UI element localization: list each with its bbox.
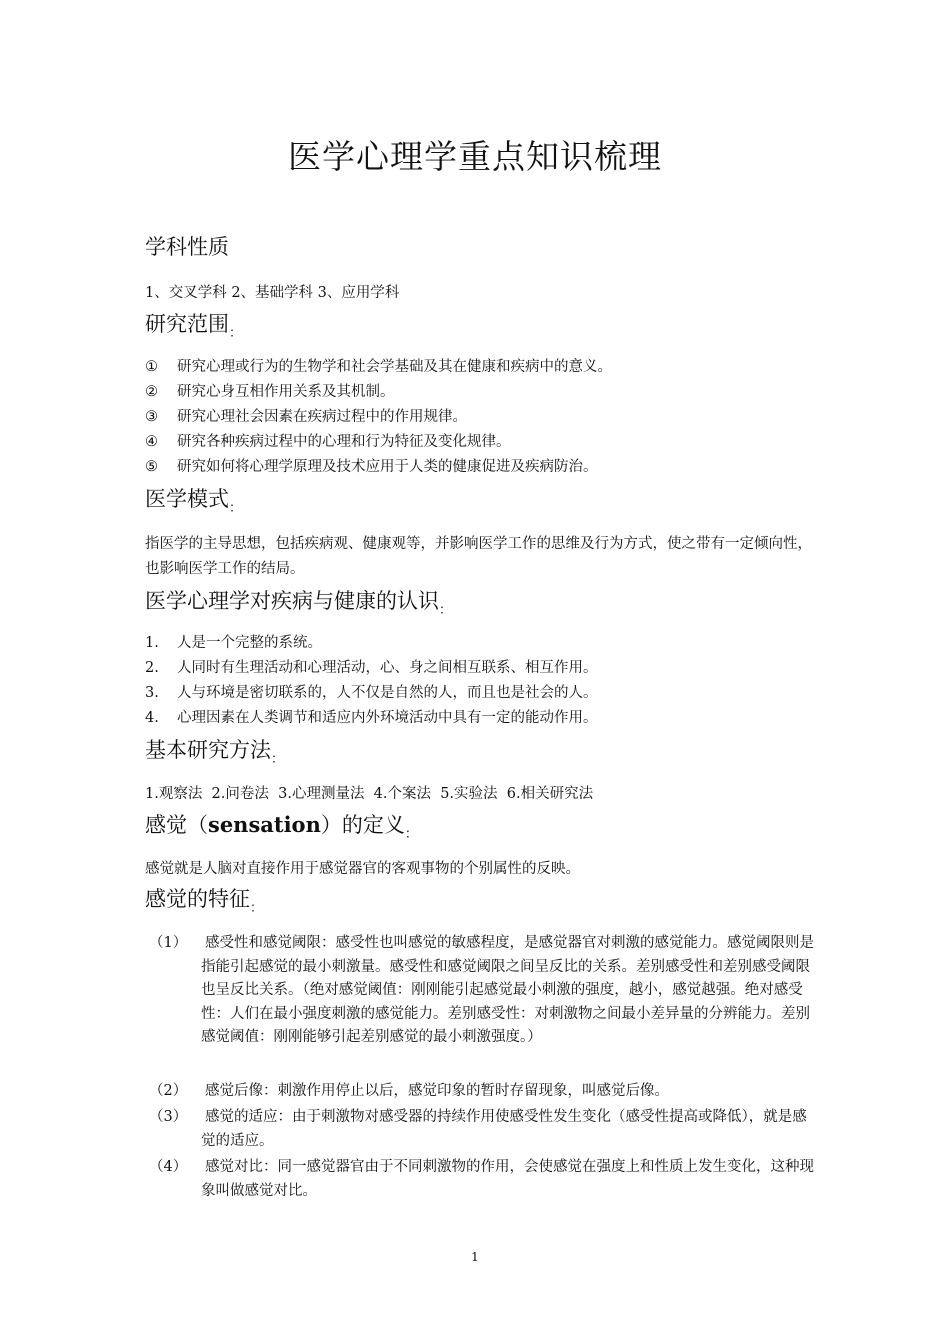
feature-item-text: 感觉的适应：由于刺激物对感受器的持续作用使感受性发生变化（感受性提高或降低），就是感觉的适应。 [201,1109,807,1149]
heading-nature [145,232,229,262]
feature-item [145,1080,817,1104]
heading-features-colon: ： [250,901,264,916]
view-item-marker: 3. [145,685,159,701]
heading-model [145,484,242,518]
feature-item-number: （3） [149,1109,188,1125]
heading-scope-text: 研究范围 [145,312,229,336]
feature-item [145,1156,817,1203]
view-item [145,706,598,731]
scope-item-marker: ⑤ [145,459,158,475]
heading-definition-post: ）的定义 [320,813,405,837]
scope-item-text: 研究各种疾病过程中的心理和行为特征及变化规律。 [177,434,511,450]
scope-item-marker: ① [145,359,158,375]
scope-item [145,405,467,430]
view-item-marker: 4. [145,710,159,726]
feature-item-number: （4） [149,1159,188,1175]
heading-nature-text: 学科性质 [145,235,229,259]
heading-definition-colon: ： [404,827,418,842]
view-item-text: 人是一个完整的系统。 [177,635,322,651]
scope-item-marker: ③ [145,409,158,425]
heading-definition [145,810,418,844]
heading-features [145,884,263,918]
heading-methods [145,735,284,769]
page-number: 1 [471,1250,479,1264]
document-title: 医学心理学重点知识梳理 [288,137,662,176]
view-item-text: 人同时有生理活动和心理活动，心、身之间相互联系、相互作用。 [177,660,598,676]
view-item [145,656,598,681]
feature-item-number: （2） [149,1083,188,1099]
heading-model-colon: ： [229,501,243,516]
feature-item-text: 感觉后像：刺激作用停止以后，感觉印象的暂时存留现象，叫感觉后像。 [205,1083,669,1099]
heading-methods-text: 基本研究方法 [145,738,271,762]
scope-item-marker: ② [145,384,158,400]
heading-scope-colon: ： [229,326,243,341]
heading-model-text: 医学模式 [145,487,229,511]
methods-text: 1.观察法 2.问卷法 3.心理测量法 4.个案法 5.实验法 6.相关研究法 [145,786,594,802]
heading-methods-colon: ： [271,752,285,767]
scope-item-marker: ④ [145,434,158,450]
view-item [145,681,598,706]
heading-scope [145,309,242,343]
heading-view-text: 医学心理学对疾病与健康的认识 [145,589,439,613]
scope-item-text: 研究心理社会因素在疾病过程中的作用规律。 [177,409,467,425]
definition-text: 感觉就是人脑对直接作用于感觉器官的客观事物的个别属性的反映。 [145,861,580,877]
view-item [145,631,322,656]
feature-item [145,932,817,1050]
scope-item-text: 研究如何将心理学原理及技术应用于人类的健康促进及疾病防治。 [177,459,598,475]
view-item-text: 心理因素在人类调节和适应内外环境活动中具有一定的能动作用。 [177,710,598,726]
scope-item-text: 研究心理或行为的生物学和社会学基础及其在健康和疾病中的意义。 [177,359,612,375]
view-item-marker: 2. [145,660,159,676]
heading-features-text: 感觉的特征 [145,887,250,911]
heading-definition-en: sensation [208,812,321,837]
heading-definition-pre: 感觉（ [145,813,208,837]
view-item-marker: 1. [145,635,159,651]
feature-item-number: （1） [149,935,188,951]
heading-view-colon: ： [439,603,453,618]
heading-view [145,586,452,620]
scope-item [145,455,598,480]
feature-item-text: 感受性和感觉阈限：感受性也叫感觉的敏感程度，是感觉器官对刺激的感觉能力。感觉阈限则是指能引起感觉的最小刺激量。感受性和感觉阈限之间呈反比的关系。差别感受性和差别感受阈限也呈反比关系。（绝对感觉阈值：刚刚能引起感觉最小刺激的强度，越小，感觉越强。绝对感受性：人们在最小强度刺激的感觉能力。差别感受性：对刺激物之间最小差异量的分辨能力。差别感觉阈值：刚刚能够引起差别感觉的最小刺激强度。） [201,935,814,1045]
feature-item [145,1106,817,1153]
nature-text: 1、交叉学科 2、基础学科 3、应用学科 [145,285,400,301]
model-text: 指医学的主导思想，包括疾病观、健康观等，并影响医学工作的思维及行为方式，使之带有一定倾向性，也影响医学工作的结局。 [145,536,812,577]
view-item-text: 人与环境是密切联系的，人不仅是自然的人，而且也是社会的人。 [177,685,598,701]
scope-item [145,355,612,380]
scope-item-text: 研究心身互相作用关系及其机制。 [177,384,395,400]
feature-item-text: 感觉对比：同一感觉器官由于不同刺激物的作用，会使感觉在强度上和性质上发生变化，这种现象叫做感觉对比。 [201,1159,814,1199]
scope-item [145,380,395,405]
scope-item [145,430,511,455]
